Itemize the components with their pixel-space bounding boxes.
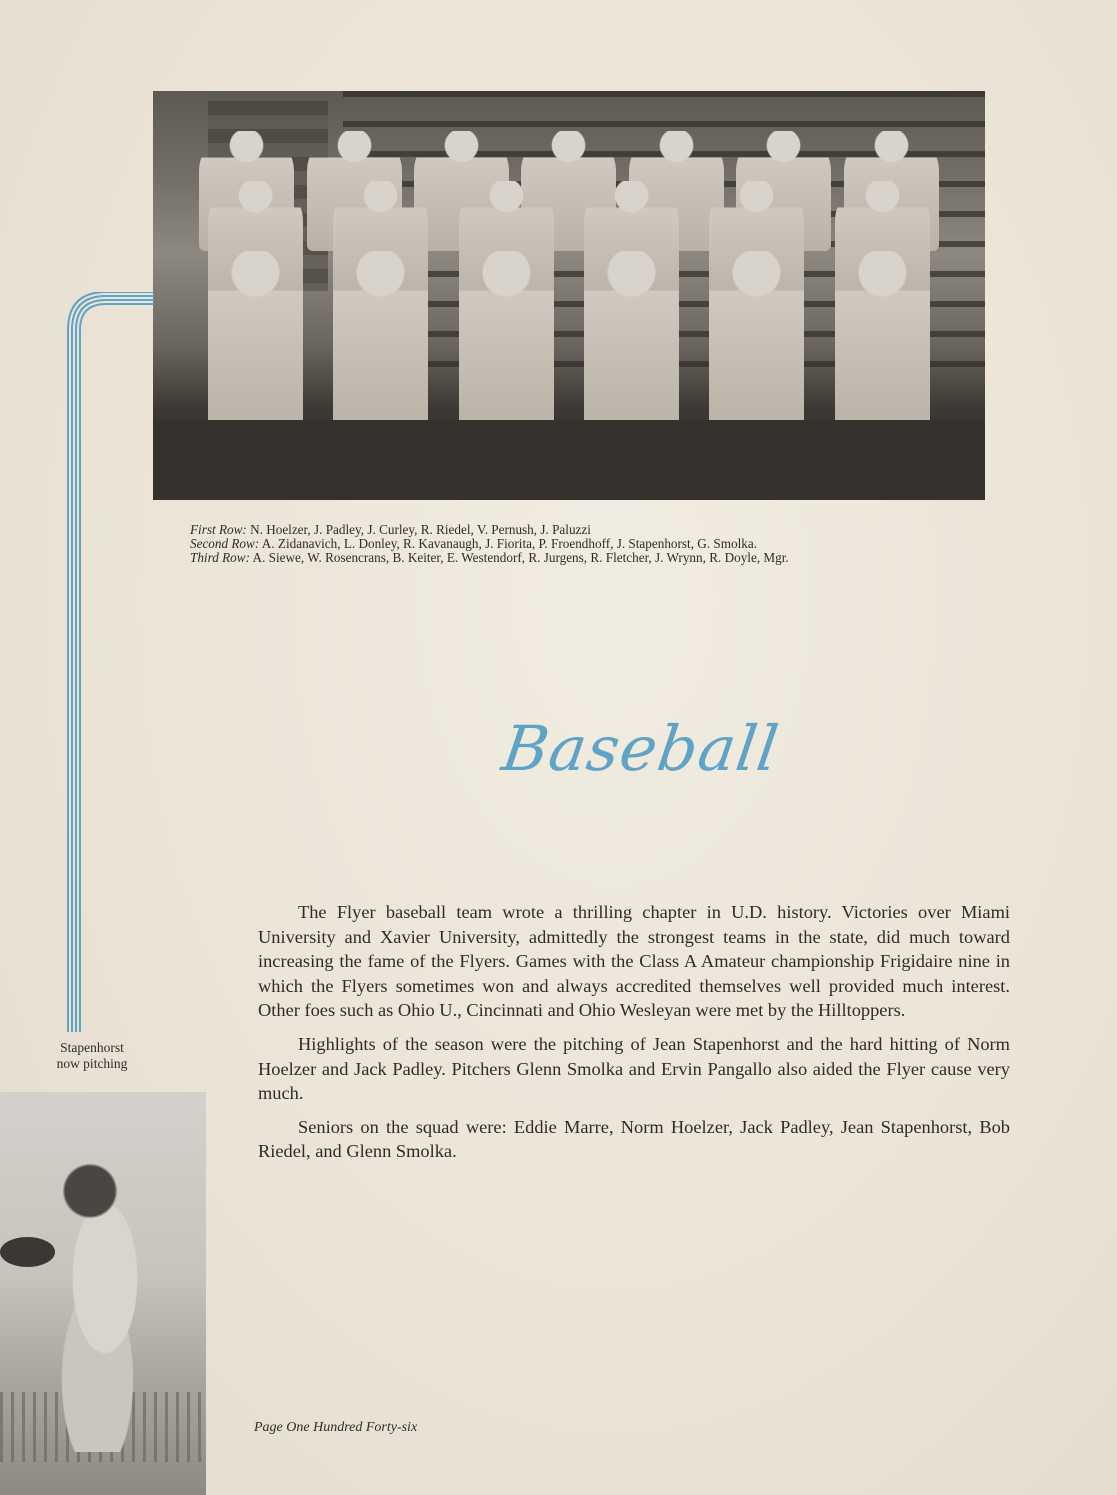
caption-first-row bbox=[190, 523, 950, 537]
player bbox=[709, 251, 804, 431]
caption-second-row-label: Second Row: bbox=[190, 536, 260, 551]
page-number: Page One Hundred Forty-six bbox=[254, 1420, 418, 1435]
caption-second-row bbox=[190, 537, 950, 551]
team-photo-caption bbox=[190, 523, 950, 565]
player bbox=[459, 251, 554, 431]
team-photo bbox=[153, 91, 985, 500]
page-title: Baseball bbox=[497, 712, 784, 785]
pitcher-caption-line2: now pitching bbox=[56, 1056, 128, 1071]
caption-third-row-names: A. Siewe, W. Rosencrans, B. Keiter, E. Westendorf, R. Jurgens, R. Fletcher, J. Wrynn, R. Doyle, Mgr. bbox=[252, 550, 789, 565]
player bbox=[333, 251, 428, 431]
caption-first-row-names: N. Hoelzer, J. Padley, J. Curley, R. Riedel, V. Pernush, J. Paluzzi bbox=[250, 522, 591, 537]
player bbox=[584, 251, 679, 431]
paragraph: Highlights of the season were the pitching of Jean Stapenhorst and the hard hitting of Norm Hoelzer and Jack Padley. Pitchers Glenn Smolka and Ervin Pangallo also aided the Flyer cause very much. bbox=[258, 1033, 1010, 1104]
pitcher-caption bbox=[32, 1040, 152, 1072]
ground bbox=[153, 420, 985, 500]
caption-third-row bbox=[190, 551, 950, 565]
paragraph: The Flyer baseball team wrote a thrilling chapter in U.D. history. Victories over Miami University and Xavier University, admittedly the strongest teams in the state, did much toward increasing the fame of the Flyers. Games with the Class A Amateur championship Frigidaire nine in which the Flyers sometimes won and always accredited themselves well provided much interest. Other foes such as Ohio U., Cincinnati and Ohio Wesleyan were met by the Hilltoppers. bbox=[258, 902, 1010, 1021]
pitcher-photo bbox=[0, 1092, 206, 1495]
caption-first-row-label: First Row: bbox=[190, 522, 247, 537]
team-row-first bbox=[193, 251, 945, 431]
article-body bbox=[258, 900, 1010, 1173]
decorative-blue-line bbox=[66, 292, 156, 1032]
pitcher-caption-line1: Stapenhorst bbox=[60, 1040, 124, 1055]
pitcher-figure bbox=[30, 1162, 180, 1452]
glove-icon bbox=[0, 1237, 55, 1267]
caption-second-row-names: A. Zidanavich, L. Donley, R. Kavanaugh, J. Fiorita, P. Froendhoff, J. Stapenhorst, G. Smolka. bbox=[261, 536, 758, 551]
caption-third-row-label: Third Row: bbox=[190, 550, 250, 565]
player bbox=[208, 251, 303, 431]
paragraph: Seniors on the squad were: Eddie Marre, Norm Hoelzer, Jack Padley, Jean Stapenhorst, Bob Riedel, and Glenn Smolka. bbox=[258, 1116, 1010, 1162]
player bbox=[835, 251, 930, 431]
